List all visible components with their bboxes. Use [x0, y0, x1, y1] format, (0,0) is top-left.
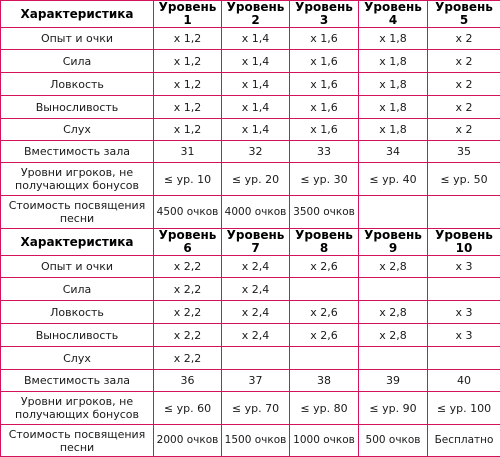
table-cell: x 2,2	[154, 347, 222, 370]
row-label: Вместимость зала	[1, 141, 154, 163]
table-cell: ≤ ур. 70	[222, 392, 290, 425]
table-cell: 31	[154, 141, 222, 163]
table-cell: 500 очков	[359, 425, 428, 457]
table-cell: x 2,6	[290, 324, 359, 347]
table-cell: x 1,8	[359, 73, 428, 96]
column-header-level-4: Уровень 4	[359, 1, 428, 28]
row-label: Сила	[1, 50, 154, 73]
table-cell	[359, 278, 428, 301]
table-cell: x 1,8	[359, 28, 428, 50]
table-row	[1, 50, 500, 73]
row-label: Сила	[1, 278, 154, 301]
table-cell: 34	[359, 141, 428, 163]
table-cell: x 2,2	[154, 324, 222, 347]
row-label: Слух	[1, 347, 154, 370]
table-row	[1, 324, 500, 347]
table-row	[1, 370, 500, 392]
row-label: Уровни игроков, не получающих бонусов	[1, 163, 154, 196]
table-cell: x 2,8	[359, 301, 428, 324]
table-2-body	[1, 229, 500, 457]
table-row	[1, 196, 500, 229]
table-cell: 4000 очков	[222, 196, 290, 229]
row-label: Стоимость посвящения песни	[1, 425, 154, 457]
table-cell: 40	[428, 370, 500, 392]
table-cell: 35	[428, 141, 500, 163]
table-cell	[359, 196, 428, 229]
table-cell: ≤ ур. 20	[222, 163, 290, 196]
table-row	[1, 256, 500, 278]
table-row	[1, 163, 500, 196]
table-cell: x 2,2	[154, 256, 222, 278]
table-cell: x 1,2	[154, 119, 222, 141]
table-cell: 4500 очков	[154, 196, 222, 229]
table-row	[1, 73, 500, 96]
table-row	[1, 28, 500, 50]
table-cell	[428, 347, 500, 370]
row-label: Опыт и очки	[1, 256, 154, 278]
table-cell: 1500 очков	[222, 425, 290, 457]
table-row	[1, 278, 500, 301]
row-label: Выносливость	[1, 324, 154, 347]
row-label: Вместимость зала	[1, 370, 154, 392]
table-cell: x 1,8	[359, 96, 428, 119]
table-cell: x 1,8	[359, 119, 428, 141]
table-cell: 2000 очков	[154, 425, 222, 457]
table-row	[1, 392, 500, 425]
row-label: Стоимость посвящения песни	[1, 196, 154, 229]
row-label: Ловкость	[1, 73, 154, 96]
table-cell	[290, 347, 359, 370]
row-label: Выносливость	[1, 96, 154, 119]
column-header-level-6: Уровень 6	[154, 229, 222, 256]
table-row	[1, 425, 500, 457]
table-cell: x 2,2	[154, 301, 222, 324]
table-cell: x 2	[428, 50, 500, 73]
table-cell: x 2,8	[359, 324, 428, 347]
table-cell: ≤ ур. 30	[290, 163, 359, 196]
column-header-level-9: Уровень 9	[359, 229, 428, 256]
table-row	[1, 96, 500, 119]
table-cell: 1000 очков	[290, 425, 359, 457]
table-cell	[290, 278, 359, 301]
table-cell: x 1,2	[154, 28, 222, 50]
table-cell: x 2,4	[222, 256, 290, 278]
column-header-characteristic: Характеристика	[1, 229, 154, 256]
table-cell	[222, 347, 290, 370]
table-cell: 3500 очков	[290, 196, 359, 229]
column-header-level-3: Уровень 3	[290, 1, 359, 28]
table-cell: x 1,6	[290, 73, 359, 96]
table-cell	[428, 196, 500, 229]
table-cell: x 1,4	[222, 119, 290, 141]
table-cell: x 2,4	[222, 278, 290, 301]
table-row	[1, 301, 500, 324]
table-cell: ≤ ур. 80	[290, 392, 359, 425]
table-cell: ≤ ур. 90	[359, 392, 428, 425]
table-row	[1, 119, 500, 141]
table-cell: x 2	[428, 119, 500, 141]
table-cell: x 1,6	[290, 50, 359, 73]
table-cell: x 1,4	[222, 28, 290, 50]
table-cell: x 2,4	[222, 301, 290, 324]
table-cell: x 2,6	[290, 256, 359, 278]
table-1-body	[1, 1, 500, 229]
table-cell: x 2,6	[290, 301, 359, 324]
table-cell: x 1,2	[154, 50, 222, 73]
table-cell: ≤ ур. 60	[154, 392, 222, 425]
table-cell: 38	[290, 370, 359, 392]
table-row	[1, 347, 500, 370]
table-cell: x 2	[428, 96, 500, 119]
table-cell: x 3	[428, 324, 500, 347]
column-header-level-7: Уровень 7	[222, 229, 290, 256]
table-2-header-row	[1, 229, 500, 256]
column-header-level-8: Уровень 8	[290, 229, 359, 256]
row-label: Слух	[1, 119, 154, 141]
table-cell: ≤ ур. 100	[428, 392, 500, 425]
table-cell: x 2,2	[154, 278, 222, 301]
table-cell: 33	[290, 141, 359, 163]
column-header-level-10: Уровень 10	[428, 229, 500, 256]
table-cell: 36	[154, 370, 222, 392]
row-label: Опыт и очки	[1, 28, 154, 50]
table-cell: 32	[222, 141, 290, 163]
table-cell: x 2	[428, 73, 500, 96]
table-row	[1, 141, 500, 163]
table-cell: ≤ ур. 10	[154, 163, 222, 196]
column-header-level-2: Уровень 2	[222, 1, 290, 28]
table-cell: x 1,4	[222, 50, 290, 73]
table-1-header-row	[1, 1, 500, 28]
column-header-level-5: Уровень 5	[428, 1, 500, 28]
table-cell: 37	[222, 370, 290, 392]
table-cell: Бесплатно	[428, 425, 500, 457]
table-cell: x 3	[428, 256, 500, 278]
table-cell: x 1,2	[154, 73, 222, 96]
table-cell: ≤ ур. 40	[359, 163, 428, 196]
table-cell: x 2,8	[359, 256, 428, 278]
table-cell: x 2	[428, 28, 500, 50]
table-cell	[359, 347, 428, 370]
table-cell	[428, 278, 500, 301]
table-cell: x 1,6	[290, 28, 359, 50]
table-cell: ≤ ур. 50	[428, 163, 500, 196]
table-cell: x 1,6	[290, 119, 359, 141]
row-label: Ловкость	[1, 301, 154, 324]
column-header-characteristic: Характеристика	[1, 1, 154, 28]
table-cell: x 1,2	[154, 96, 222, 119]
table-cell: x 1,8	[359, 50, 428, 73]
table-cell: x 2,4	[222, 324, 290, 347]
table-cell: 39	[359, 370, 428, 392]
table-cell: x 1,4	[222, 73, 290, 96]
table-cell: x 1,6	[290, 96, 359, 119]
column-header-level-1: Уровень 1	[154, 1, 222, 28]
table-cell: x 1,4	[222, 96, 290, 119]
row-label: Уровни игроков, не получающих бонусов	[1, 392, 154, 425]
table-cell: x 3	[428, 301, 500, 324]
